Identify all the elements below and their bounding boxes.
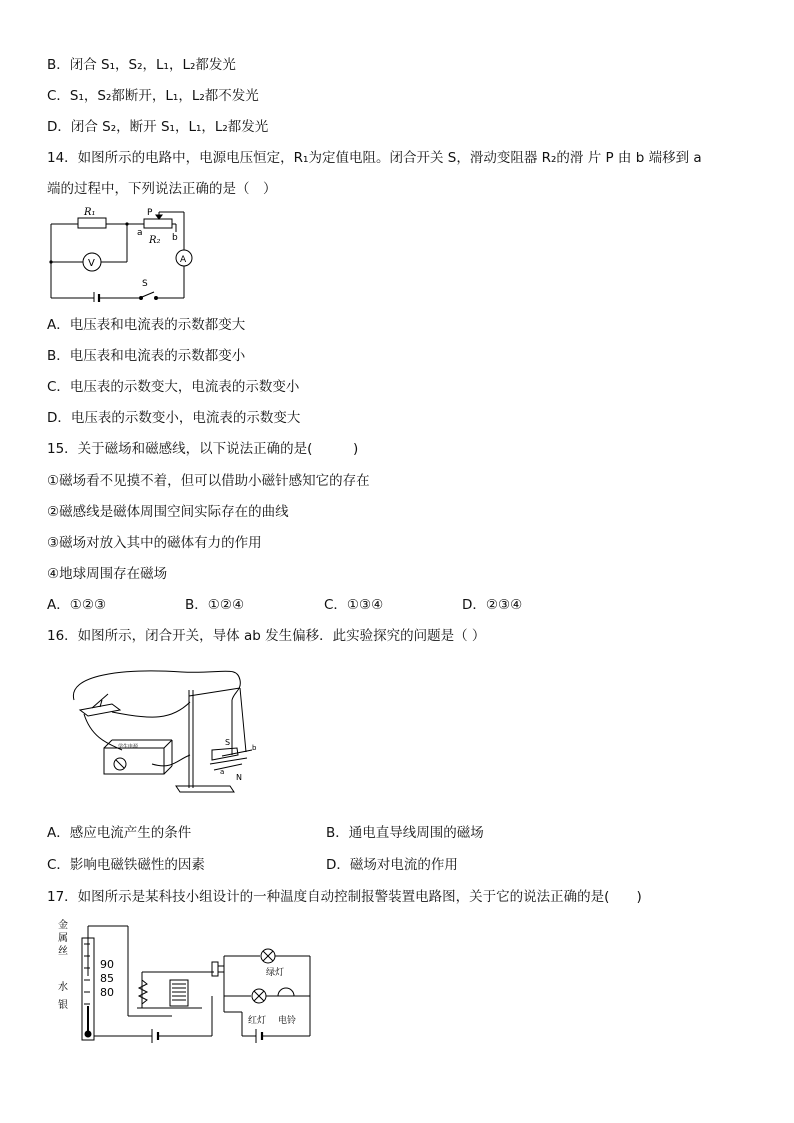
mercury-label-1: 水 (58, 982, 68, 993)
question-15-text: 15．关于磁场和磁感线，以下说法正确的是( ) (47, 441, 359, 457)
question-16-option-c: C．影响电磁铁磁性的因素 (47, 857, 205, 873)
label-r2: R₂ (149, 235, 161, 246)
resistor-r2 (144, 219, 172, 228)
question-14-option-a: A．电压表和电流表的示数都变大 (47, 317, 246, 333)
label-v: V (88, 258, 95, 269)
question-15-statement-4: ④地球周围存在磁场 (47, 566, 168, 582)
spring (139, 980, 147, 1004)
question-14-text-cont: 端的过程中，下列说法正确的是（ ） (47, 181, 277, 197)
option-b-prev: B．闭合 S₁，S₂，L₁，L₂都发光 (47, 57, 236, 73)
wire-label-2: 属 (58, 933, 68, 944)
question-16-option-a: A．感应电流产生的条件 (47, 825, 192, 841)
supply-label: 学生电源 (118, 744, 139, 750)
label-r1: R₁ (84, 207, 96, 218)
wire-label-3: 丝 (58, 946, 68, 957)
scale-85: 85 (100, 972, 114, 985)
question-15-option-a: A．①②③ (47, 597, 107, 613)
experiment-diagram-16 (62, 660, 287, 800)
label-ammeter: A (180, 255, 187, 265)
question-15-option-d: D．②③④ (462, 597, 523, 613)
question-15-option-c: C．①③④ (324, 597, 384, 613)
question-16-option-b: B．通电直导线周围的磁场 (326, 825, 484, 841)
mercury-label-2: 银 (58, 1000, 68, 1011)
question-14-option-c: C．电压表的示数变大，电流表的示数变小 (47, 379, 300, 395)
wire-label-1: 金 (58, 920, 68, 931)
question-14-option-b: B．电压表和电流表的示数都变小 (47, 348, 246, 364)
circuit-diagram-14 (44, 202, 194, 302)
question-16-option-d: D．磁场对电流的作用 (326, 857, 458, 873)
bell (278, 988, 294, 996)
question-14-option-d: D．电压表的示数变小，电流表的示数变大 (47, 410, 301, 426)
label-s: S (142, 279, 148, 289)
scale-80: 80 (100, 986, 114, 999)
label-s: S (225, 738, 231, 747)
label-b: b (172, 233, 178, 243)
question-16-text: 16．如图所示，闭合开关，导体 ab 发生偏移．此实验探究的问题是（ ） (47, 628, 486, 644)
question-15-option-b: B．①②④ (185, 597, 245, 613)
option-c-prev: C．S₁，S₂都断开，L₁，L₂都不发光 (47, 88, 259, 104)
bell-label: 电铃 (278, 1016, 297, 1026)
power-supply (104, 748, 164, 774)
question-14-text: 14．如图所示的电路中，电源电压恒定，R₁为定值电阻。闭合开关 S，滑动变阻器 R₂的滑 片 P 由 b 端移到 a (47, 150, 702, 166)
label-a: a (220, 768, 225, 776)
red-lamp-label: 红灯 (248, 1016, 267, 1026)
alarm-circuit-diagram-17 (52, 916, 322, 1046)
question-17-text: 17．如图所示是某科技小组设计的一种温度自动控制报警装置电路图，关于它的说法正确的是( ) (47, 889, 642, 905)
label-p: P (147, 208, 153, 218)
resistor-r1 (78, 218, 106, 228)
scale-90: 90 (100, 958, 114, 971)
label-a: a (137, 228, 143, 238)
label-b: b (252, 744, 257, 752)
green-lamp-label: 绿灯 (266, 968, 285, 978)
option-d-prev: D．闭合 S₂，断开 S₁，L₁，L₂都发光 (47, 119, 269, 135)
question-15-statement-2: ②磁感线是磁体周围空间实际存在的曲线 (47, 504, 289, 520)
question-15-statement-1: ①磁场看不见摸不着，但可以借助小磁针感知它的存在 (47, 473, 370, 489)
label-n: N (236, 773, 242, 782)
question-15-statement-3: ③磁场对放入其中的磁体有力的作用 (47, 535, 262, 551)
